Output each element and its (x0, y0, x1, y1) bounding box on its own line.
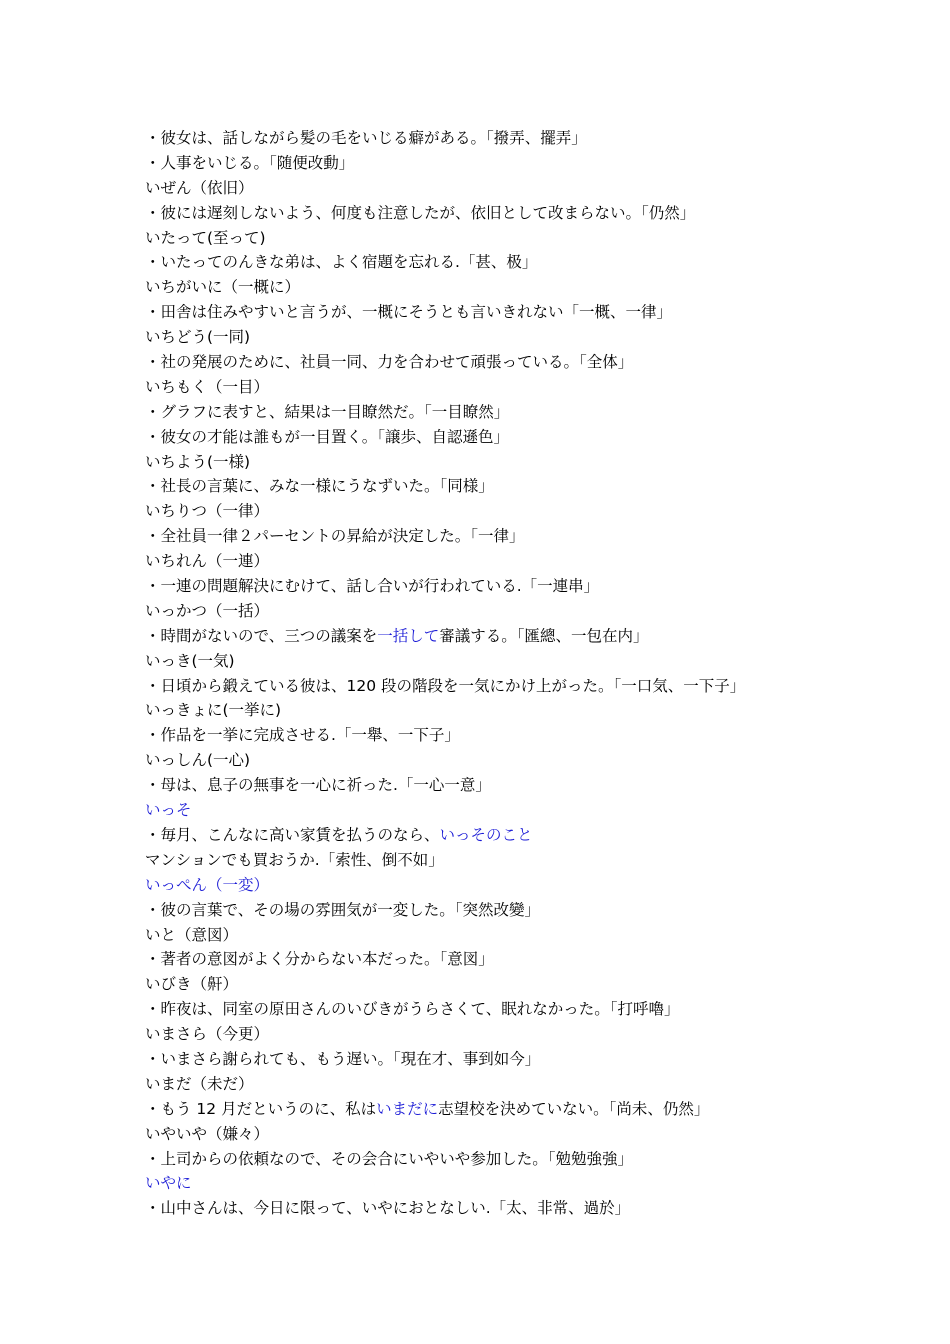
document-body (145, 126, 825, 1221)
text-segment: ・グラフに表すと、結果は一目瞭然だ。「一目瞭然」 (145, 402, 510, 421)
example-sentence (145, 574, 825, 599)
entry-heading (145, 176, 825, 201)
highlighted-term: いっそ (145, 801, 192, 820)
example-sentence (145, 425, 825, 450)
entry-heading (145, 1122, 825, 1147)
example-sentence (145, 624, 825, 649)
example-sentence (145, 300, 825, 325)
entry-heading (145, 698, 825, 723)
text-segment: マンションでも買おうか.「索性、倒不如」 (145, 850, 444, 869)
example-sentence (145, 201, 825, 226)
text-segment: ・時間がないので、三つの議案を (145, 626, 378, 645)
entry-heading (145, 923, 825, 948)
entry-heading (145, 275, 825, 300)
text-segment: いちれん（一連） (145, 552, 270, 571)
text-segment: いちどう(一同) (145, 328, 251, 347)
text-segment: 志望校を決めていない。「尚未、仍然」 (438, 1099, 710, 1118)
example-sentence (145, 250, 825, 275)
text-segment: いっき(一気) (145, 651, 235, 670)
entry-heading (145, 499, 825, 524)
highlighted-term: いやに (145, 1174, 192, 1193)
example-sentence (145, 1196, 825, 1221)
text-segment: ・全社員一律２パーセントの昇給が決定した。「一律」 (145, 527, 525, 546)
text-segment: いぜん（依旧） (145, 178, 254, 197)
highlighted-term: いっそのこと (439, 825, 533, 844)
example-sentence (145, 898, 825, 923)
example-sentence (145, 997, 825, 1022)
text-segment: いっきょに(一挙に) (145, 701, 282, 720)
text-segment: いびき（鼾） (145, 975, 239, 994)
example-sentence (145, 823, 825, 873)
text-segment: ・もう 12 月だというのに、私は (145, 1099, 377, 1118)
text-segment: ・いたってのんきな弟は、よく宿題を忘れる.「甚、极」 (145, 253, 538, 272)
entry-heading (145, 1022, 825, 1047)
highlighted-term: いまだに (376, 1099, 439, 1118)
text-segment: ・社の発展のために、社員一同、力を合わせて頑張っている。「全体」 (145, 353, 634, 372)
entry-heading (145, 972, 825, 997)
entry-heading (145, 798, 825, 823)
example-sentence (145, 474, 825, 499)
entry-heading (145, 325, 825, 350)
entry-heading (145, 1171, 825, 1196)
text-segment: ・毎月、こんなに高い家賃を払うのなら、 (145, 825, 440, 844)
example-sentence (145, 126, 825, 151)
text-segment: ・母は、息子の無事を一心に祈った.「一心一意」 (145, 776, 491, 795)
example-sentence (145, 400, 825, 425)
highlighted-term: いっぺん（一変） (145, 875, 270, 894)
example-sentence (145, 1147, 825, 1172)
text-segment: いちがいに（一概に） (145, 278, 301, 297)
example-sentence (145, 773, 825, 798)
text-segment: ・上司からの依頼なので、その会合にいやいや参加した。「勉勉強強」 (145, 1149, 633, 1168)
highlighted-term: 一括して (377, 626, 440, 645)
text-segment: 審議する。「匯總、一包在内」 (439, 626, 649, 645)
entry-heading (145, 1072, 825, 1097)
entry-heading (145, 450, 825, 475)
text-segment: いまさら（今更） (145, 1025, 270, 1044)
text-segment: ・社長の言葉に、みな一様にうなずいた。「同様」 (145, 477, 494, 496)
text-segment: いっかつ（一括） (145, 601, 270, 620)
example-sentence (145, 1097, 825, 1122)
text-segment: ・彼の言葉で、その場の雰囲気が一変した。「突然改變」 (145, 900, 540, 919)
text-segment: ・いまさら謝られても、もう遅い。「現在才、事到如今」 (145, 1049, 541, 1068)
text-segment: ・彼には遅刻しないよう、何度も注意したが、依旧として改まらない。「仍然」 (145, 203, 696, 222)
text-segment: ・一連の問題解決にむけて、話し合いが行われている.「一連串」 (145, 577, 600, 596)
example-sentence (145, 1047, 825, 1072)
text-segment: ・彼女は、話しながら髪の毛をいじる癖がある。「撥弄、擺弄」 (145, 129, 587, 147)
example-sentence (145, 151, 825, 176)
entry-heading (145, 226, 825, 251)
entry-heading (145, 873, 825, 898)
text-segment: いちりつ（一律） (145, 502, 270, 521)
text-segment: ・山中さんは、今日に限って、いやにおとなしい.「太、非常、過於」 (145, 1199, 631, 1218)
text-segment: ・田舎は住みやすいと言うが、一概にそうとも言いきれない「一概、一律」 (145, 303, 673, 322)
example-sentence (145, 674, 825, 699)
text-segment: いまだ（未だ） (145, 1074, 254, 1093)
entry-heading (145, 748, 825, 773)
entry-heading (145, 599, 825, 624)
example-sentence (145, 947, 825, 972)
text-segment: ・昨夜は、同室の原田さんのいびきがうらさくて、眠れなかった。「打呼嚕」 (145, 1000, 680, 1019)
entry-heading (145, 549, 825, 574)
example-sentence (145, 350, 825, 375)
text-segment: いたって(至って) (145, 228, 266, 247)
text-segment: いやいや（嫌々） (145, 1124, 270, 1143)
text-segment: いちよう(一様) (145, 452, 251, 471)
text-segment: ・日頃から鍛えている彼は、120 段の階段を一気にかけ上がった。「一口気、一下子」 (145, 676, 746, 695)
example-sentence (145, 723, 825, 748)
text-segment: ・人事をいじる。「随便改動」 (145, 153, 355, 172)
text-segment: いちもく（一目） (145, 377, 270, 396)
text-segment: ・作品を一挙に完成させる.「一舉、一下子」 (145, 726, 460, 745)
entry-heading (145, 375, 825, 400)
text-segment: ・著者の意図がよく分からない本だった。「意図」 (145, 950, 494, 969)
text-segment: いと（意図） (145, 925, 239, 944)
example-sentence (145, 524, 825, 549)
text-segment: ・彼女の才能は誰もが一目置く。「譲歩、自認遜色」 (145, 427, 509, 446)
text-segment: いっしん(一心) (145, 751, 251, 770)
entry-heading (145, 649, 825, 674)
